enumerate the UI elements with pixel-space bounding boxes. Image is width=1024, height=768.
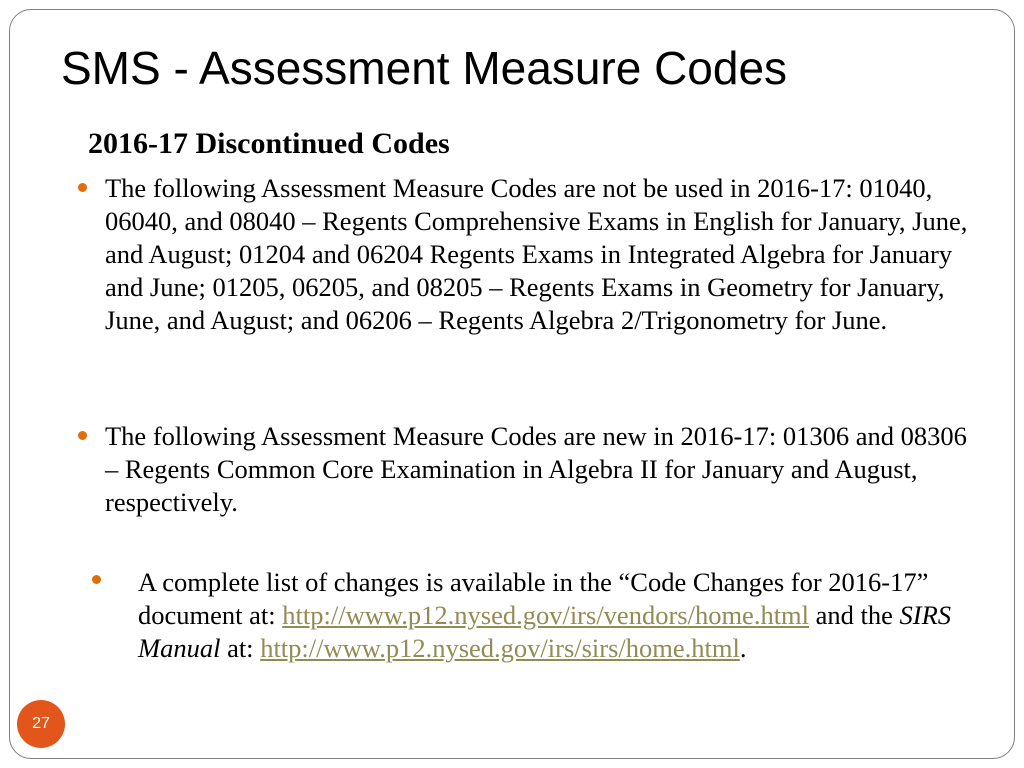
bullet-text: The following Assessment Measure Codes are new in 2016-17: 01306 and 08306 – Regents Common Core Examination in Algebra II for January and August, respectively. [105,421,967,517]
sirs-home-link[interactable]: http://www.p12.nysed.gov/irs/sirs/home.html [260,633,740,663]
bullet-text-connector: and the [809,600,900,630]
vendors-home-link[interactable]: http://www.p12.nysed.gov/irs/vendors/home.html [282,600,810,630]
bullet-dot-icon [78,431,87,440]
bullet-item-complete-list [138,566,978,665]
sirs-manual-text: SIRS Manual [138,600,952,663]
bullet-text: The following Assessment Measure Codes are not be used in 2016-17: 01040, 06040, and 08040 – Regents Comprehensive Exams in English for January, June, and August; 01204 and 06204 Regents Exams in Integrated Algebra for January and June; 01205, 06205, and 08205 – Regents Exams in Geometry for January, June, and August; and 06206 – Regents Algebra 2/Trigonometry for June. [105,173,968,335]
bullet-item-discontinued-codes [105,172,985,337]
bullet-text-at: at: [220,633,261,663]
slide-title: SMS - Assessment Measure Codes [61,42,788,94]
page-number-badge: 27 [17,700,65,748]
bullet-text-intro: A complete list of changes is available in the “Code Changes for 2016-17” document at: [138,567,929,630]
bullet-text [138,566,978,665]
bullet-dot-icon [92,575,101,584]
slide-subtitle: 2016-17 Discontinued Codes [88,127,450,160]
bullet-text-end: . [739,633,747,663]
bullet-item-new-codes [105,420,985,519]
bullet-dot-icon [78,183,87,192]
